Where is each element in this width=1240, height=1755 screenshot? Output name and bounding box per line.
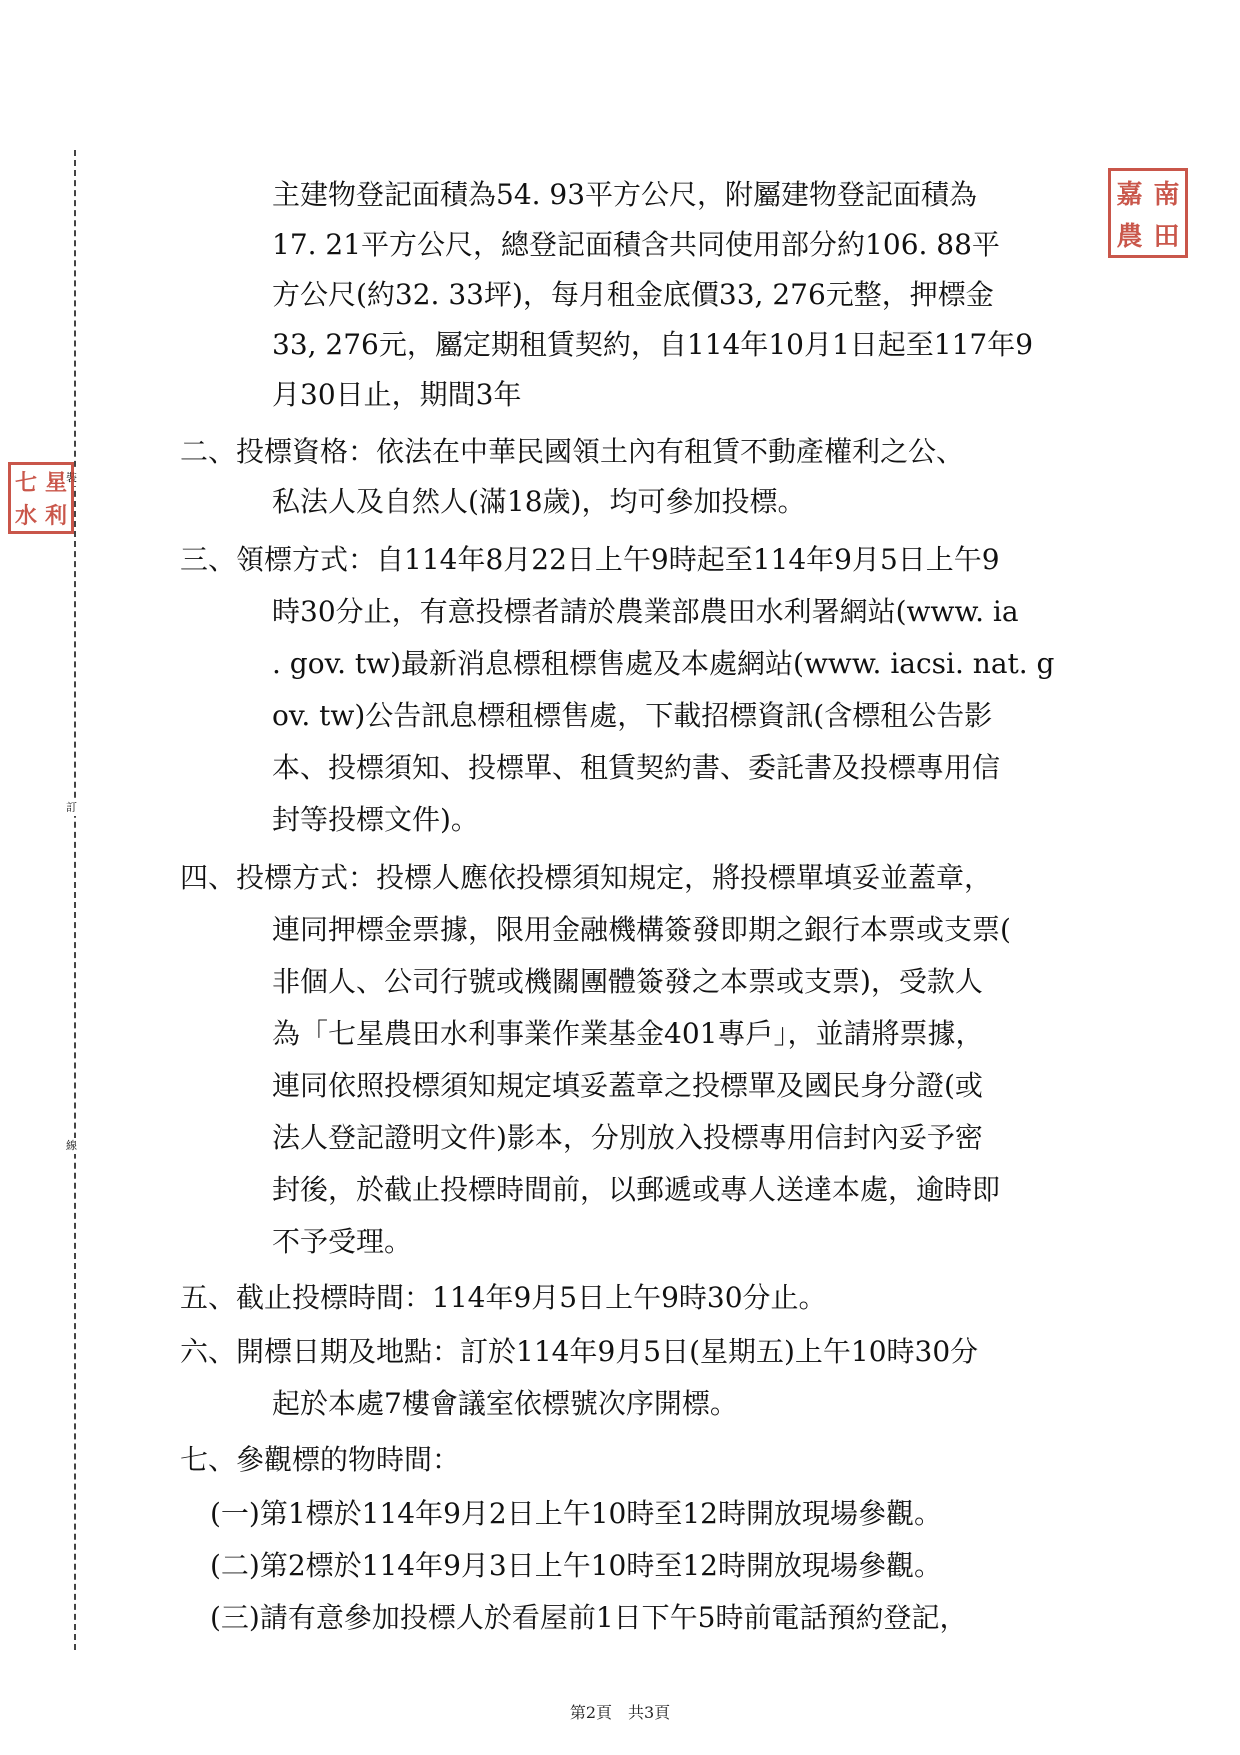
text-line: 私法人及自然人(滿18歲)，均可參加投標。	[272, 485, 806, 518]
section-seven-heading: 七、參觀標的物時間：	[180, 1443, 461, 1476]
seal-char: 水	[14, 503, 37, 529]
seal-char: 田	[1153, 221, 1180, 252]
text-line: 本、投標須知、投標單、租賃契約書、委託書及投標專用信	[272, 751, 1001, 784]
text-line: 連同依照投標須知規定填妥蓋章之投標單及國民身分證(或	[272, 1069, 983, 1102]
text-line: . gov. tw)最新消息標租標售處及本處網站(www. iacsi. nat. g	[272, 647, 1055, 680]
section-two-heading: 二、投標資格：依法在中華民國領土內有租賃不動產權利之公、	[180, 435, 965, 468]
subsection-item: (一)第1標於114年9月2日上午10時至12時開放現場參觀。	[210, 1497, 942, 1530]
margin-seal-stamp	[8, 462, 74, 534]
seal-char: 南	[1153, 179, 1180, 210]
text-line: 封等投標文件)。	[272, 803, 479, 836]
text-line: 封後，於截止投標時間前，以郵遞或專人送達本處，逾時即	[272, 1173, 1001, 1206]
text-line: 法人登記證明文件)影本，分別放入投標專用信封內妥予密	[272, 1121, 983, 1154]
seal-char: 農	[1116, 221, 1143, 252]
subsection-item: (三)請有意參加投標人於看屋前1日下午5時前電話預約登記，	[210, 1601, 968, 1634]
seal-char: 嘉	[1116, 179, 1143, 210]
section-three-heading: 三、領標方式：自114年8月22日上午9時起至114年9月5日上午9	[180, 543, 1000, 576]
text-line: 時30分止，有意投標者請於農業部農田水利署網站(www. ia	[272, 595, 1019, 628]
seal-char: 利	[44, 503, 67, 529]
text-line: ov. tw)公告訊息標租標售處，下載招標資訊(含標租公告影	[272, 699, 993, 732]
binding-mark-zhuang: 裝	[66, 471, 77, 484]
section-six-heading: 六、開標日期及地點：訂於114年9月5日(星期五)上午10時30分	[180, 1335, 979, 1368]
binding-mark-xian: 線	[66, 1139, 77, 1152]
subsection-item: (二)第2標於114年9月3日上午10時至12時開放現場參觀。	[210, 1549, 942, 1582]
text-line: 非個人、公司行號或機關團體簽發之本票或支票)，受款人	[272, 965, 983, 998]
text-line: 起於本處7樓會議室依標號次序開標。	[272, 1387, 738, 1420]
text-line: 月30日止，期間3年	[272, 378, 522, 411]
text-line: 方公尺(約32. 33坪)，每月租金底價33, 276元整，押標金	[272, 278, 994, 311]
binding-mark-ding: 訂	[66, 801, 77, 814]
page-number-footer: 第2頁 共3頁	[569, 1703, 671, 1722]
text-line: 主建物登記面積為54. 93平方公尺，附屬建物登記面積為	[272, 178, 978, 211]
seal-char: 星	[44, 470, 67, 496]
seal-char: 七	[14, 470, 37, 496]
text-line: 33, 276元，屬定期租賃契約，自114年10月1日起至117年9	[272, 328, 1034, 361]
text-line: 為「七星農田水利事業作業基金401專戶」，並請將票據，	[272, 1017, 984, 1050]
official-seal-stamp	[1108, 168, 1188, 258]
text-line: 不予受理。	[272, 1225, 413, 1258]
text-line: 17. 21平方公尺，總登記面積含共同使用部分約106. 88平	[272, 228, 1000, 261]
section-four-heading: 四、投標方式：投標人應依投標須知規定，將投標單填妥並蓋章，	[180, 861, 993, 894]
binding-dashed-line	[74, 150, 76, 1650]
section-five-heading: 五、截止投標時間：114年9月5日上午9時30分止。	[180, 1281, 827, 1314]
text-line: 連同押標金票據，限用金融機構簽發即期之銀行本票或支票(	[272, 913, 1011, 946]
